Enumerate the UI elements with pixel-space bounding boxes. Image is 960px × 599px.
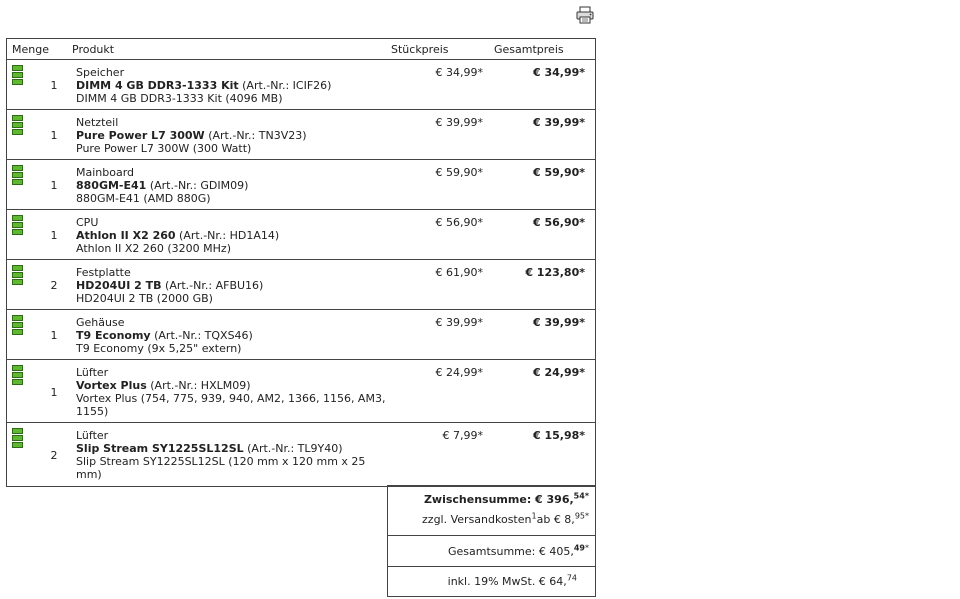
product-description: T9 Economy (9x 5,25" extern) bbox=[76, 342, 242, 355]
item-quantity: 1 bbox=[50, 386, 58, 399]
cart-row bbox=[7, 423, 595, 486]
unit-price: € 7,99* bbox=[442, 429, 483, 442]
stock-indicator-icon bbox=[12, 215, 23, 236]
product-article-number: (Art.-Nr.: TN3V23) bbox=[204, 129, 307, 142]
product-article-number: (Art.-Nr.: HD1A14) bbox=[175, 229, 280, 242]
product-category: Speicher bbox=[76, 66, 125, 79]
product-title bbox=[76, 329, 388, 342]
product-description: Athlon II X2 260 (3200 MHz) bbox=[76, 242, 231, 255]
item-quantity: 2 bbox=[50, 449, 58, 462]
total-price: € 15,98* bbox=[532, 429, 585, 442]
stock-indicator-icon bbox=[12, 428, 23, 449]
item-quantity: 1 bbox=[50, 129, 58, 142]
product-article-number: (Art.-Nr.: ICIF26) bbox=[238, 79, 332, 92]
stock-indicator-icon bbox=[12, 165, 23, 186]
product-name: 880GM-E41 bbox=[76, 179, 147, 192]
cart-row bbox=[7, 110, 595, 160]
product-title bbox=[76, 179, 388, 192]
stock-indicator-icon bbox=[12, 265, 23, 286]
total-price: € 123,80* bbox=[525, 266, 585, 279]
product-description: Slip Stream SY1225SL12SL (120 mm x 120 mm x 25 mm) bbox=[76, 455, 366, 481]
cart-row bbox=[7, 360, 595, 423]
product-info bbox=[76, 166, 388, 205]
product-description: Vortex Plus (754, 775, 939, 940, AM2, 1366, 1156, AM3, 1155) bbox=[76, 392, 386, 418]
product-category: CPU bbox=[76, 216, 99, 229]
cart-row bbox=[7, 210, 595, 260]
unit-price: € 56,90* bbox=[435, 216, 483, 229]
grand-total: Gesamtsumme: € 405,$^{49*}$ bbox=[447, 543, 589, 558]
product-info bbox=[76, 366, 388, 418]
total-price: € 39,99* bbox=[532, 116, 585, 129]
product-info bbox=[76, 266, 388, 305]
total-price: € 34,99* bbox=[532, 66, 585, 79]
product-article-number: (Art.-Nr.: TQXS46) bbox=[150, 329, 253, 342]
product-name: Vortex Plus bbox=[76, 379, 147, 392]
product-article-number: (Art.-Nr.: AFBU16) bbox=[161, 279, 264, 292]
product-category: Lüfter bbox=[76, 366, 109, 379]
product-info bbox=[76, 116, 388, 155]
product-description: Pure Power L7 300W (300 Watt) bbox=[76, 142, 252, 155]
header-produkt: Produkt bbox=[72, 43, 115, 56]
product-article-number: (Art.-Nr.: TL9Y40) bbox=[243, 442, 343, 455]
product-title bbox=[76, 229, 388, 242]
product-info bbox=[76, 316, 388, 355]
product-description: DIMM 4 GB DDR3-1333 Kit (4096 MB) bbox=[76, 92, 283, 105]
order-summary bbox=[387, 485, 596, 597]
total-price: € 24,99* bbox=[532, 366, 585, 379]
cart-header bbox=[7, 39, 595, 60]
product-article-number: (Art.-Nr.: GDIM09) bbox=[146, 179, 249, 192]
product-title bbox=[76, 129, 388, 142]
cart-table bbox=[6, 38, 596, 487]
product-category: Netzteil bbox=[76, 116, 119, 129]
unit-price: € 39,99* bbox=[435, 116, 483, 129]
total-price: € 39,99* bbox=[532, 316, 585, 329]
item-quantity: 2 bbox=[50, 279, 58, 292]
product-title bbox=[76, 442, 388, 455]
unit-price: € 39,99* bbox=[435, 316, 483, 329]
product-info bbox=[76, 429, 388, 481]
item-quantity: 1 bbox=[50, 229, 58, 242]
shipping-costs: zzgl. Versandkosten$^1$ab € 8,$^{95*}$ bbox=[422, 511, 589, 526]
product-info bbox=[76, 216, 388, 255]
product-title bbox=[76, 379, 388, 392]
stock-indicator-icon bbox=[12, 65, 23, 86]
subtotal: Zwischensumme: € 396,$^{54*}$ bbox=[423, 491, 589, 506]
total-price: € 56,90* bbox=[532, 216, 585, 229]
stock-indicator-icon bbox=[12, 365, 23, 386]
grand-total-box bbox=[388, 535, 595, 566]
product-category: Mainboard bbox=[76, 166, 135, 179]
header-gesamtpreis: Gesamtpreis bbox=[494, 43, 564, 56]
product-category: Lüfter bbox=[76, 429, 109, 442]
product-category: Festplatte bbox=[76, 266, 131, 279]
product-name: Pure Power L7 300W bbox=[76, 129, 205, 142]
product-title bbox=[76, 279, 388, 292]
unit-price: € 59,90* bbox=[435, 166, 483, 179]
header-menge: Menge bbox=[12, 43, 49, 56]
cart-row bbox=[7, 60, 595, 110]
item-quantity: 1 bbox=[50, 179, 58, 192]
unit-price: € 61,90* bbox=[435, 266, 483, 279]
product-name: T9 Economy bbox=[76, 329, 151, 342]
product-article-number: (Art.-Nr.: HXLM09) bbox=[146, 379, 251, 392]
print-icon[interactable] bbox=[575, 6, 595, 24]
unit-price: € 34,99* bbox=[435, 66, 483, 79]
product-title bbox=[76, 79, 388, 92]
product-name: DIMM 4 GB DDR3-1333 Kit bbox=[76, 79, 239, 92]
header-stueckpreis: Stückpreis bbox=[391, 43, 449, 56]
product-name: HD204UI 2 TB bbox=[76, 279, 162, 292]
product-category: Gehäuse bbox=[76, 316, 125, 329]
item-quantity: 1 bbox=[50, 79, 58, 92]
cart-row bbox=[7, 260, 595, 310]
product-name: Slip Stream SY1225SL12SL bbox=[76, 442, 244, 455]
subtotal-box bbox=[388, 485, 595, 535]
product-description: HD204UI 2 TB (2000 GB) bbox=[76, 292, 213, 305]
cart-row bbox=[7, 310, 595, 360]
tax-box bbox=[388, 566, 595, 596]
tax-amount: inkl. 19% MwSt. € 64,74 bbox=[447, 573, 577, 588]
stock-indicator-icon bbox=[12, 315, 23, 336]
product-name: Athlon II X2 260 bbox=[76, 229, 176, 242]
product-info bbox=[76, 66, 388, 105]
cart-row bbox=[7, 160, 595, 210]
total-price: € 59,90* bbox=[532, 166, 585, 179]
item-quantity: 1 bbox=[50, 329, 58, 342]
stock-indicator-icon bbox=[12, 115, 23, 136]
product-description: 880GM-E41 (AMD 880G) bbox=[76, 192, 211, 205]
unit-price: € 24,99* bbox=[435, 366, 483, 379]
